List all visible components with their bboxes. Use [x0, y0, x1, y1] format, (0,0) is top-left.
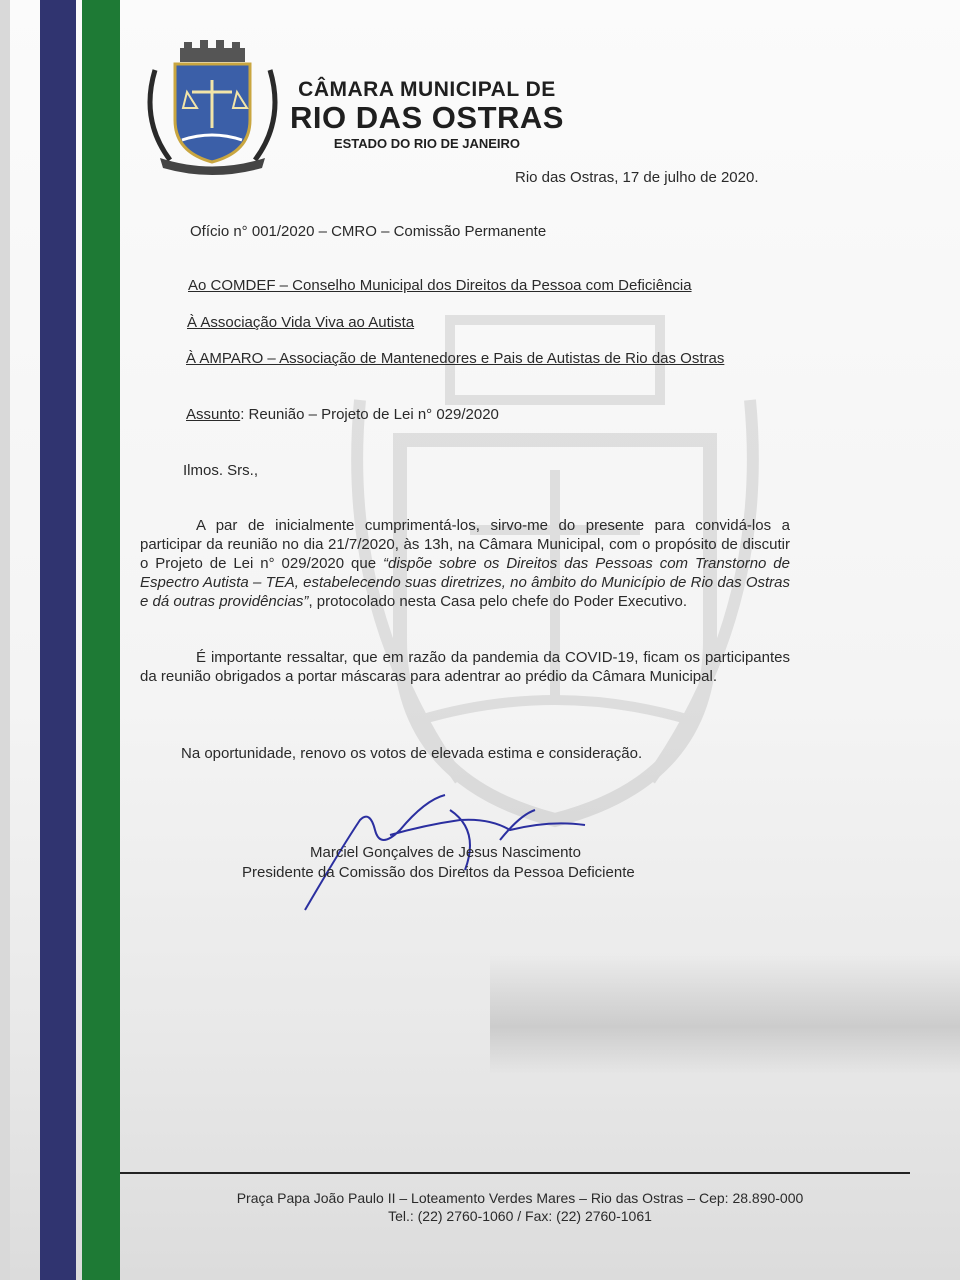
- footer-phones: Tel.: (22) 2760-1060 / Fax: (22) 2760-1061: [388, 1208, 652, 1224]
- paragraph-text: A par de inicialmente cumprimentá-los, sirvo-me do presente para convidá-los a participar da reunião no dia 21/7/2020, às 13h, na Câmara Municipal, com o propósito de discutir o Projeto de Lei n° 029/2020 que: [140, 517, 790, 572]
- left-blue-stripe: [40, 0, 76, 1280]
- signatory-name: Marciel Gonçalves de Jesus Nascimento: [310, 844, 581, 861]
- photo-shadow: [490, 955, 960, 1075]
- closing-line: Na oportunidade, renovo os votos de elevada estima e consideração.: [181, 745, 643, 762]
- footer-divider: [120, 1172, 910, 1174]
- bill-description: “dispõe sobre os Direitos das Pessoas com Transtorno de Espectro Autista – TEA, estabelecendo suas diretrizes, no âmbito do Município de Rio das Ostras e dá outras providências”: [140, 555, 790, 610]
- letter-page: [10, 0, 960, 1280]
- left-green-stripe: [82, 0, 120, 1280]
- institution-line2: RIO DAS OSTRAS: [290, 100, 564, 135]
- date-line: Rio das Ostras, 17 de julho de 2020.: [515, 169, 759, 186]
- recipient-line: Ao COMDEF – Conselho Municipal dos Direitos da Pessoa com Deficiência: [188, 277, 692, 294]
- footer-address: Praça Papa João Paulo II – Loteamento Verdes Mares – Rio das Ostras – Cep: 28.890-000: [236, 1190, 804, 1206]
- salutation: Ilmos. Srs.,: [183, 462, 259, 479]
- institution-header: [290, 78, 564, 151]
- signatory-title: Presidente da Comissão dos Direitos da Pessoa Deficiente: [242, 864, 635, 881]
- subject-label: Assunto: [186, 406, 241, 423]
- paragraph-text: É importante ressaltar, que em razão da pandemia da COVID-19, ficam os participantes da reunião obrigados a portar máscaras para adentrar ao prédio da Câmara Municipal.: [140, 649, 790, 685]
- municipal-crest-icon: [140, 40, 285, 175]
- paragraph-text: , protocolado nesta Casa pelo chefe do Poder Executivo.: [308, 593, 688, 610]
- recipient-line: À Associação Vida Viva ao Autista: [187, 314, 415, 331]
- institution-line1: CÂMARA MUNICIPAL DE: [298, 78, 556, 101]
- paragraph-covid-notice: [140, 648, 790, 686]
- recipient-line: À AMPARO – Associação de Mantenedores e Pais de Autistas de Rio das Ostras: [186, 350, 725, 367]
- reference-number: Ofício n° 001/2020 – CMRO – Comissão Permanente: [190, 223, 547, 240]
- subject-line: [186, 405, 499, 424]
- institution-line3: ESTADO DO RIO DE JANEIRO: [333, 136, 521, 151]
- subject-text: : Reunião – Projeto de Lei n° 029/2020: [240, 406, 499, 423]
- paragraph-invitation: [140, 516, 790, 611]
